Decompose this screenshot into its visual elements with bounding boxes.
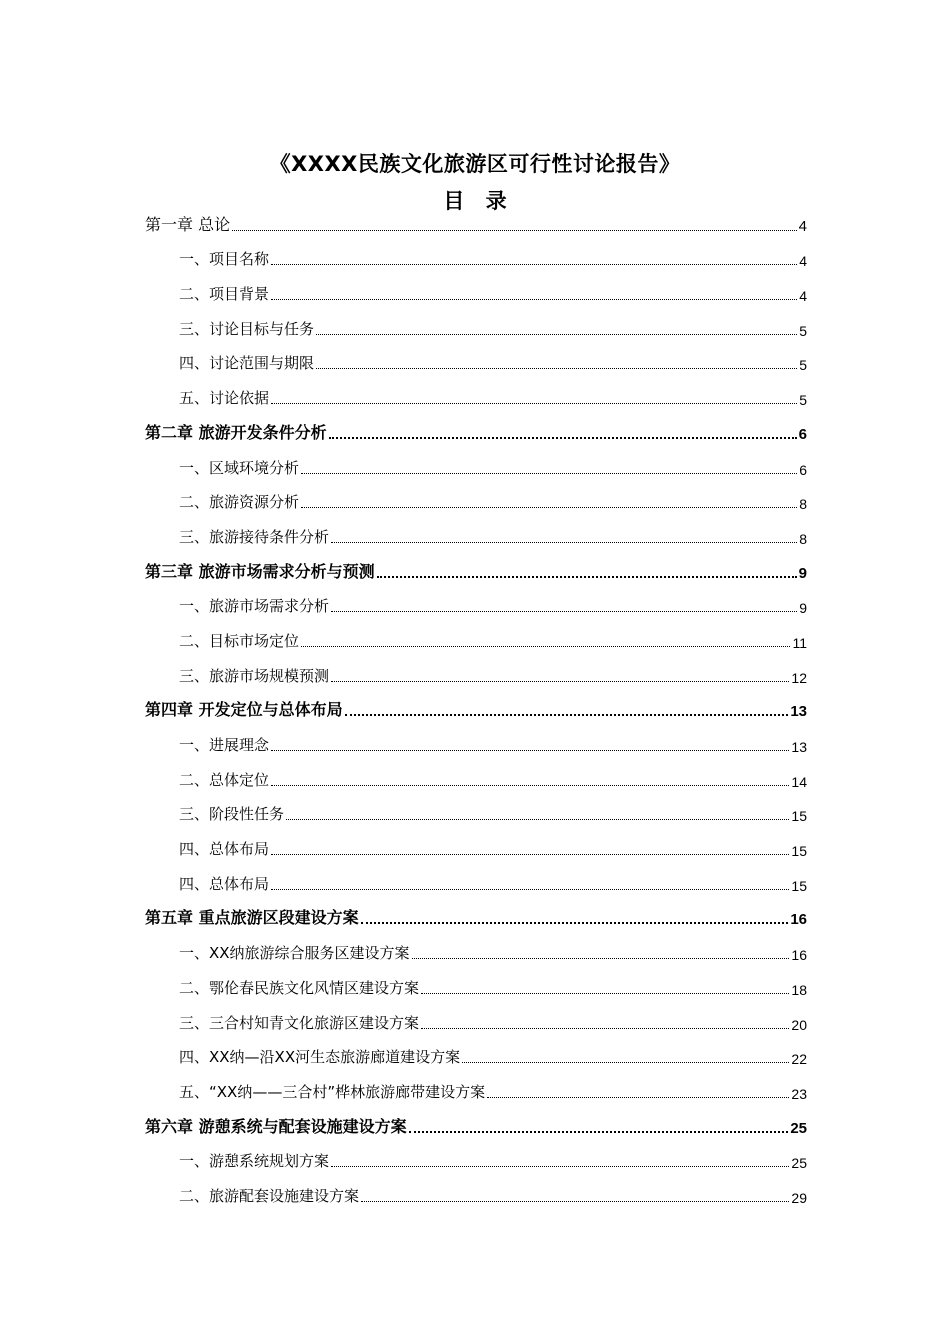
toc-page-number: 8 [799, 496, 807, 513]
toc-section-entry[interactable] [145, 275, 807, 310]
toc-page-number: 6 [798, 425, 807, 443]
toc-dot-leader [271, 750, 789, 751]
toc-section-entry[interactable] [145, 484, 807, 519]
toc-section-entry[interactable] [145, 310, 807, 345]
toc-page-number: 23 [791, 1085, 807, 1102]
toc-entry-label: 第四章 开发定位与总体布局 [145, 700, 343, 720]
toc-page-number: 4 [799, 288, 807, 305]
toc-section-entry[interactable] [145, 622, 807, 657]
toc-entry-label: 一、旅游市场需求分析 [179, 597, 330, 616]
toc-dot-leader [271, 403, 797, 404]
toc-section-entry[interactable] [145, 657, 807, 692]
toc-entry-label: 二、旅游资源分析 [179, 493, 300, 512]
toc-dot-leader [361, 1201, 789, 1202]
toc-dot-leader [421, 1028, 789, 1029]
toc-chapter-entry[interactable] [145, 692, 807, 727]
table-of-contents [145, 206, 807, 1212]
toc-dot-leader [331, 611, 797, 612]
toc-page-number: 5 [799, 392, 807, 409]
toc-page-number: 4 [798, 217, 807, 235]
toc-page-number: 16 [790, 911, 807, 929]
toc-dot-leader [329, 437, 797, 439]
document-title: 《XXXX民族文化旅游区可行性讨论报告》 [269, 152, 681, 176]
toc-page-number: 16 [791, 947, 807, 964]
toc-dot-leader [331, 542, 797, 543]
toc-section-entry[interactable] [145, 1004, 807, 1039]
toc-page-number: 5 [799, 357, 807, 374]
toc-entry-label: 第三章 旅游市场需求分析与预测 [145, 561, 375, 581]
toc-section-entry[interactable] [145, 761, 807, 796]
toc-section-entry[interactable] [145, 969, 807, 1004]
toc-entry-label: 第一章 总论 [145, 214, 231, 234]
toc-entry-label: 三、旅游接待条件分析 [179, 527, 330, 546]
toc-dot-leader [232, 230, 797, 231]
toc-chapter-entry[interactable] [145, 900, 807, 935]
toc-page-number: 14 [791, 773, 807, 790]
toc-section-entry[interactable] [145, 865, 807, 900]
toc-entry-label: 第五章 重点旅游区段建设方案 [145, 908, 359, 928]
toc-dot-leader [412, 958, 790, 959]
toc-dot-leader [487, 1097, 789, 1098]
toc-dot-leader [331, 1166, 789, 1167]
toc-dot-leader [301, 646, 790, 647]
toc-entry-label: 四、总体布局 [179, 874, 270, 893]
toc-section-entry[interactable] [145, 345, 807, 380]
toc-page-number: 11 [792, 634, 807, 651]
toc-page-number: 18 [791, 981, 807, 998]
toc-dot-leader [462, 1062, 789, 1063]
toc-section-entry[interactable] [145, 1039, 807, 1074]
toc-entry-label: 三、三合村知青文化旅游区建设方案 [179, 1013, 420, 1032]
toc-dot-leader [345, 714, 789, 716]
toc-page-number: 15 [791, 843, 807, 860]
toc-entry-label: 二、项目背景 [179, 285, 270, 304]
toc-section-entry[interactable] [145, 1177, 807, 1212]
toc-page-number: 25 [790, 1119, 807, 1137]
toc-section-entry[interactable] [145, 588, 807, 623]
toc-entry-label: 一、区域环境分析 [179, 458, 300, 477]
toc-chapter-entry[interactable] [145, 1108, 807, 1143]
toc-dot-leader [271, 854, 789, 855]
toc-entry-label: 三、讨论目标与任务 [179, 319, 315, 338]
toc-section-entry[interactable] [145, 830, 807, 865]
toc-page-number: 5 [799, 322, 807, 339]
toc-entry-label: 二、鄂伦春民族文化风情区建设方案 [179, 978, 420, 997]
toc-section-entry[interactable] [145, 449, 807, 484]
toc-section-entry[interactable] [145, 1073, 807, 1108]
toc-page-number: 6 [799, 461, 807, 478]
toc-section-entry[interactable] [145, 726, 807, 761]
toc-dot-leader [301, 473, 797, 474]
toc-entry-label: 四、讨论范围与期限 [179, 354, 315, 373]
toc-dot-leader [377, 576, 797, 578]
toc-entry-label: 二、总体定位 [179, 770, 270, 789]
toc-page-number: 4 [799, 253, 807, 270]
toc-entry-label: 一、游憩系统规划方案 [179, 1152, 330, 1171]
toc-dot-leader [271, 785, 789, 786]
toc-section-entry[interactable] [145, 379, 807, 414]
toc-dot-leader [331, 681, 789, 682]
toc-section-entry[interactable] [145, 518, 807, 553]
toc-dot-leader [271, 264, 797, 265]
toc-entry-label: 五、讨论依据 [179, 389, 270, 408]
toc-section-entry[interactable] [145, 796, 807, 831]
toc-dot-leader [301, 507, 797, 508]
toc-entry-label: 一、项目名称 [179, 250, 270, 269]
toc-page-number: 15 [791, 808, 807, 825]
toc-section-entry[interactable] [145, 1143, 807, 1178]
toc-page-number: 15 [791, 877, 807, 894]
toc-entry-label: 二、旅游配套设施建设方案 [179, 1186, 360, 1205]
toc-dot-leader [421, 993, 789, 994]
toc-entry-label: 二、目标市场定位 [179, 631, 300, 650]
toc-entry-label: 第二章 旅游开发条件分析 [145, 422, 327, 442]
toc-page-number: 25 [791, 1155, 807, 1172]
toc-page-number: 9 [799, 600, 807, 617]
toc-entry-label: 三、旅游市场规模预测 [179, 666, 330, 685]
toc-dot-leader [271, 889, 789, 890]
toc-dot-leader [316, 334, 797, 335]
toc-page-number: 22 [791, 1051, 807, 1068]
toc-heading: 目 录 [443, 189, 507, 213]
toc-dot-leader [361, 922, 789, 924]
toc-entry-label: 第六章 游憩系统与配套设施建设方案 [145, 1116, 407, 1136]
toc-dot-leader [316, 368, 797, 369]
toc-section-entry[interactable] [145, 934, 807, 969]
toc-page-number: 20 [791, 1016, 807, 1033]
toc-page-number: 12 [791, 669, 807, 686]
toc-page-number: 8 [799, 530, 807, 547]
toc-page-number: 13 [790, 703, 807, 721]
toc-entry-label: 五、“XX纳——三合村”桦林旅游廊带建设方案 [179, 1082, 486, 1101]
toc-entry-label: 一、进展理念 [179, 736, 270, 754]
toc-chapter-entry[interactable] [145, 414, 807, 449]
toc-dot-leader [286, 819, 789, 820]
toc-chapter-entry[interactable] [145, 553, 807, 588]
toc-entry-label: 四、总体布局 [179, 840, 270, 859]
toc-page-number: 9 [798, 564, 807, 582]
toc-chapter-entry[interactable] [145, 206, 807, 241]
toc-dot-leader [271, 299, 797, 300]
toc-page-number: 29 [791, 1189, 807, 1206]
toc-entry-label: 一、XX纳旅游综合服务区建设方案 [179, 944, 410, 963]
toc-section-entry[interactable] [145, 241, 807, 276]
toc-entry-label: 三、阶段性任务 [179, 805, 285, 824]
toc-page-number: 13 [791, 739, 807, 755]
toc-dot-leader [409, 1131, 789, 1133]
toc-entry-label: 四、XX纳—沿XX河生态旅游廊道建设方案 [179, 1048, 461, 1067]
